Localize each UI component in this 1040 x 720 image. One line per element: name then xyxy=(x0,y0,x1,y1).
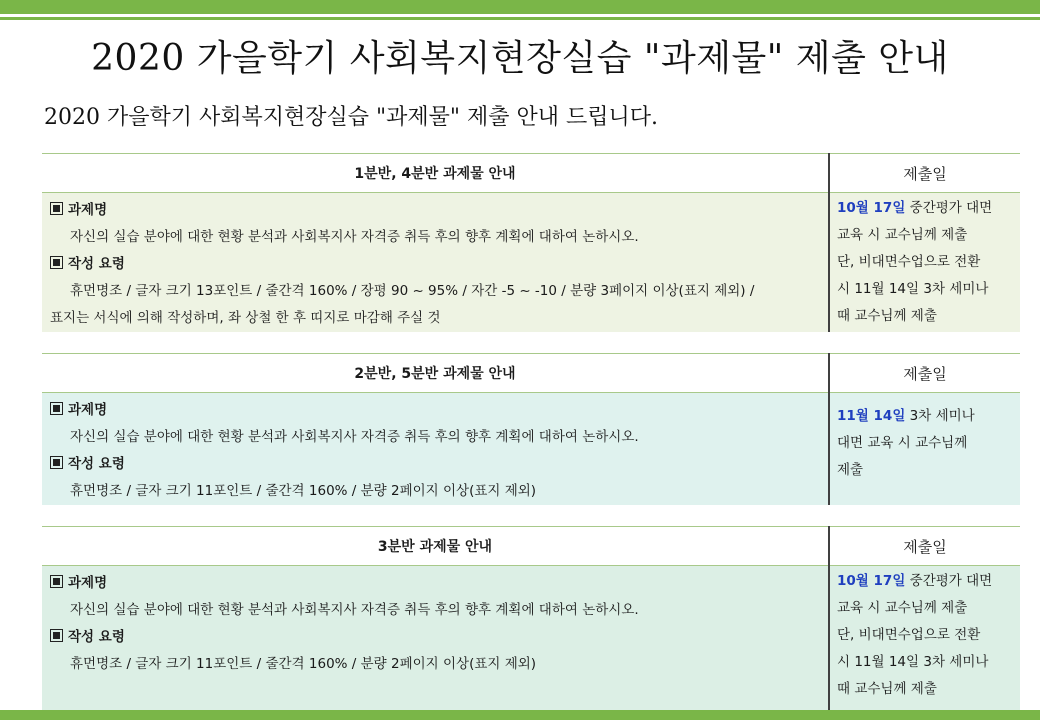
due-date-line-1: 11월 14일 3차 세미나 xyxy=(837,408,975,424)
checkbox-icon xyxy=(50,202,63,215)
assignment-label-row: 과제명 xyxy=(50,197,820,224)
top-accent-line xyxy=(0,17,1040,20)
page-subtitle: 2020 가을학기 사회복지현장실습 "과제물" 제출 안내 드립니다. xyxy=(44,105,658,130)
assignment-text: 자신의 실습 분야에 대한 현황 분석과 사회복지사 자격증 취득 후의 향후 계획에 대하여 논하시오. xyxy=(70,229,639,245)
section-header: 2분반, 5분반 과제물 안내 xyxy=(42,354,829,393)
format-label-row: 작성 요령 xyxy=(50,451,820,478)
due-date-cell xyxy=(829,393,1020,506)
assignment-label-row: 과제명 xyxy=(50,397,820,424)
due-date-line-2: 교육 시 교수님께 제출 xyxy=(837,600,968,616)
due-date-line-4: 시 11월 14일 3차 세미나 xyxy=(837,281,989,297)
format-label-row: 작성 요령 xyxy=(50,251,820,278)
due-date-line-5: 때 교수님께 제출 xyxy=(837,681,937,697)
due-date-line-1: 10월 17일 중간평가 대면 xyxy=(837,573,993,589)
due-date-highlight: 11월 14일 xyxy=(837,408,906,424)
checkbox-icon xyxy=(50,402,63,415)
page-title: 2020 가을학기 사회복지현장실습 "과제물" 제출 안내 xyxy=(91,38,949,79)
section-table-3 xyxy=(42,526,1020,710)
date-column-header: 제출일 xyxy=(829,527,1020,566)
due-date-cell xyxy=(829,566,1020,711)
due-date-cell xyxy=(829,193,1020,333)
assignment-label-row: 과제명 xyxy=(50,570,820,597)
assignment-text: 자신의 실습 분야에 대한 현황 분석과 사회복지사 자격증 취득 후의 향후 계획에 대하여 논하시오. xyxy=(70,429,639,445)
format-text-line-1: 휴먼명조 / 글자 크기 11포인트 / 줄간격 160% / 분량 2페이지 이상(표지 제외) xyxy=(70,483,537,499)
checkbox-icon xyxy=(50,629,63,642)
date-column-header: 제출일 xyxy=(829,354,1020,393)
checkbox-icon xyxy=(50,256,63,269)
due-date-line-3: 제출 xyxy=(837,462,864,478)
section-body xyxy=(42,193,829,333)
bottom-accent-bar xyxy=(0,710,1040,720)
section-table-2 xyxy=(42,353,1020,505)
section-header: 3분반 과제물 안내 xyxy=(42,527,829,566)
due-date-line-2: 교육 시 교수님께 제출 xyxy=(837,227,968,243)
due-date-line-4: 시 11월 14일 3차 세미나 xyxy=(837,654,989,670)
due-date-line-5: 때 교수님께 제출 xyxy=(837,308,937,324)
format-text-line-1: 휴먼명조 / 글자 크기 13포인트 / 줄간격 160% / 장평 90 ~ 95% / 자간 -5 ~ -10 / 분량 3페이지 이상(표지 제외) / xyxy=(70,283,755,299)
section-body xyxy=(42,566,829,711)
top-accent-bar xyxy=(0,0,1040,14)
due-date-line-1: 10월 17일 중간평가 대면 xyxy=(837,200,993,216)
date-column-header: 제출일 xyxy=(829,154,1020,193)
due-date-line-2: 대면 교육 시 교수님께 xyxy=(837,435,968,451)
due-date-line-3: 단, 비대면수업으로 전환 xyxy=(837,254,981,270)
due-date-highlight: 10월 17일 xyxy=(837,573,906,589)
section-table-1 xyxy=(42,153,1020,332)
section-header: 1분반, 4분반 과제물 안내 xyxy=(42,154,829,193)
due-date-highlight: 10월 17일 xyxy=(837,200,906,216)
assignment-text: 자신의 실습 분야에 대한 현황 분석과 사회복지사 자격증 취득 후의 향후 계획에 대하여 논하시오. xyxy=(70,602,639,618)
format-text-line-1: 휴먼명조 / 글자 크기 11포인트 / 줄간격 160% / 분량 2페이지 이상(표지 제외) xyxy=(70,656,537,672)
format-text-line-2: 표지는 서식에 의해 작성하며, 좌 상철 한 후 띠지로 마감해 주실 것 xyxy=(50,310,441,326)
checkbox-icon xyxy=(50,456,63,469)
checkbox-icon xyxy=(50,575,63,588)
format-label-row: 작성 요령 xyxy=(50,624,820,651)
section-body xyxy=(42,393,829,506)
due-date-line-3: 단, 비대면수업으로 전환 xyxy=(837,627,981,643)
